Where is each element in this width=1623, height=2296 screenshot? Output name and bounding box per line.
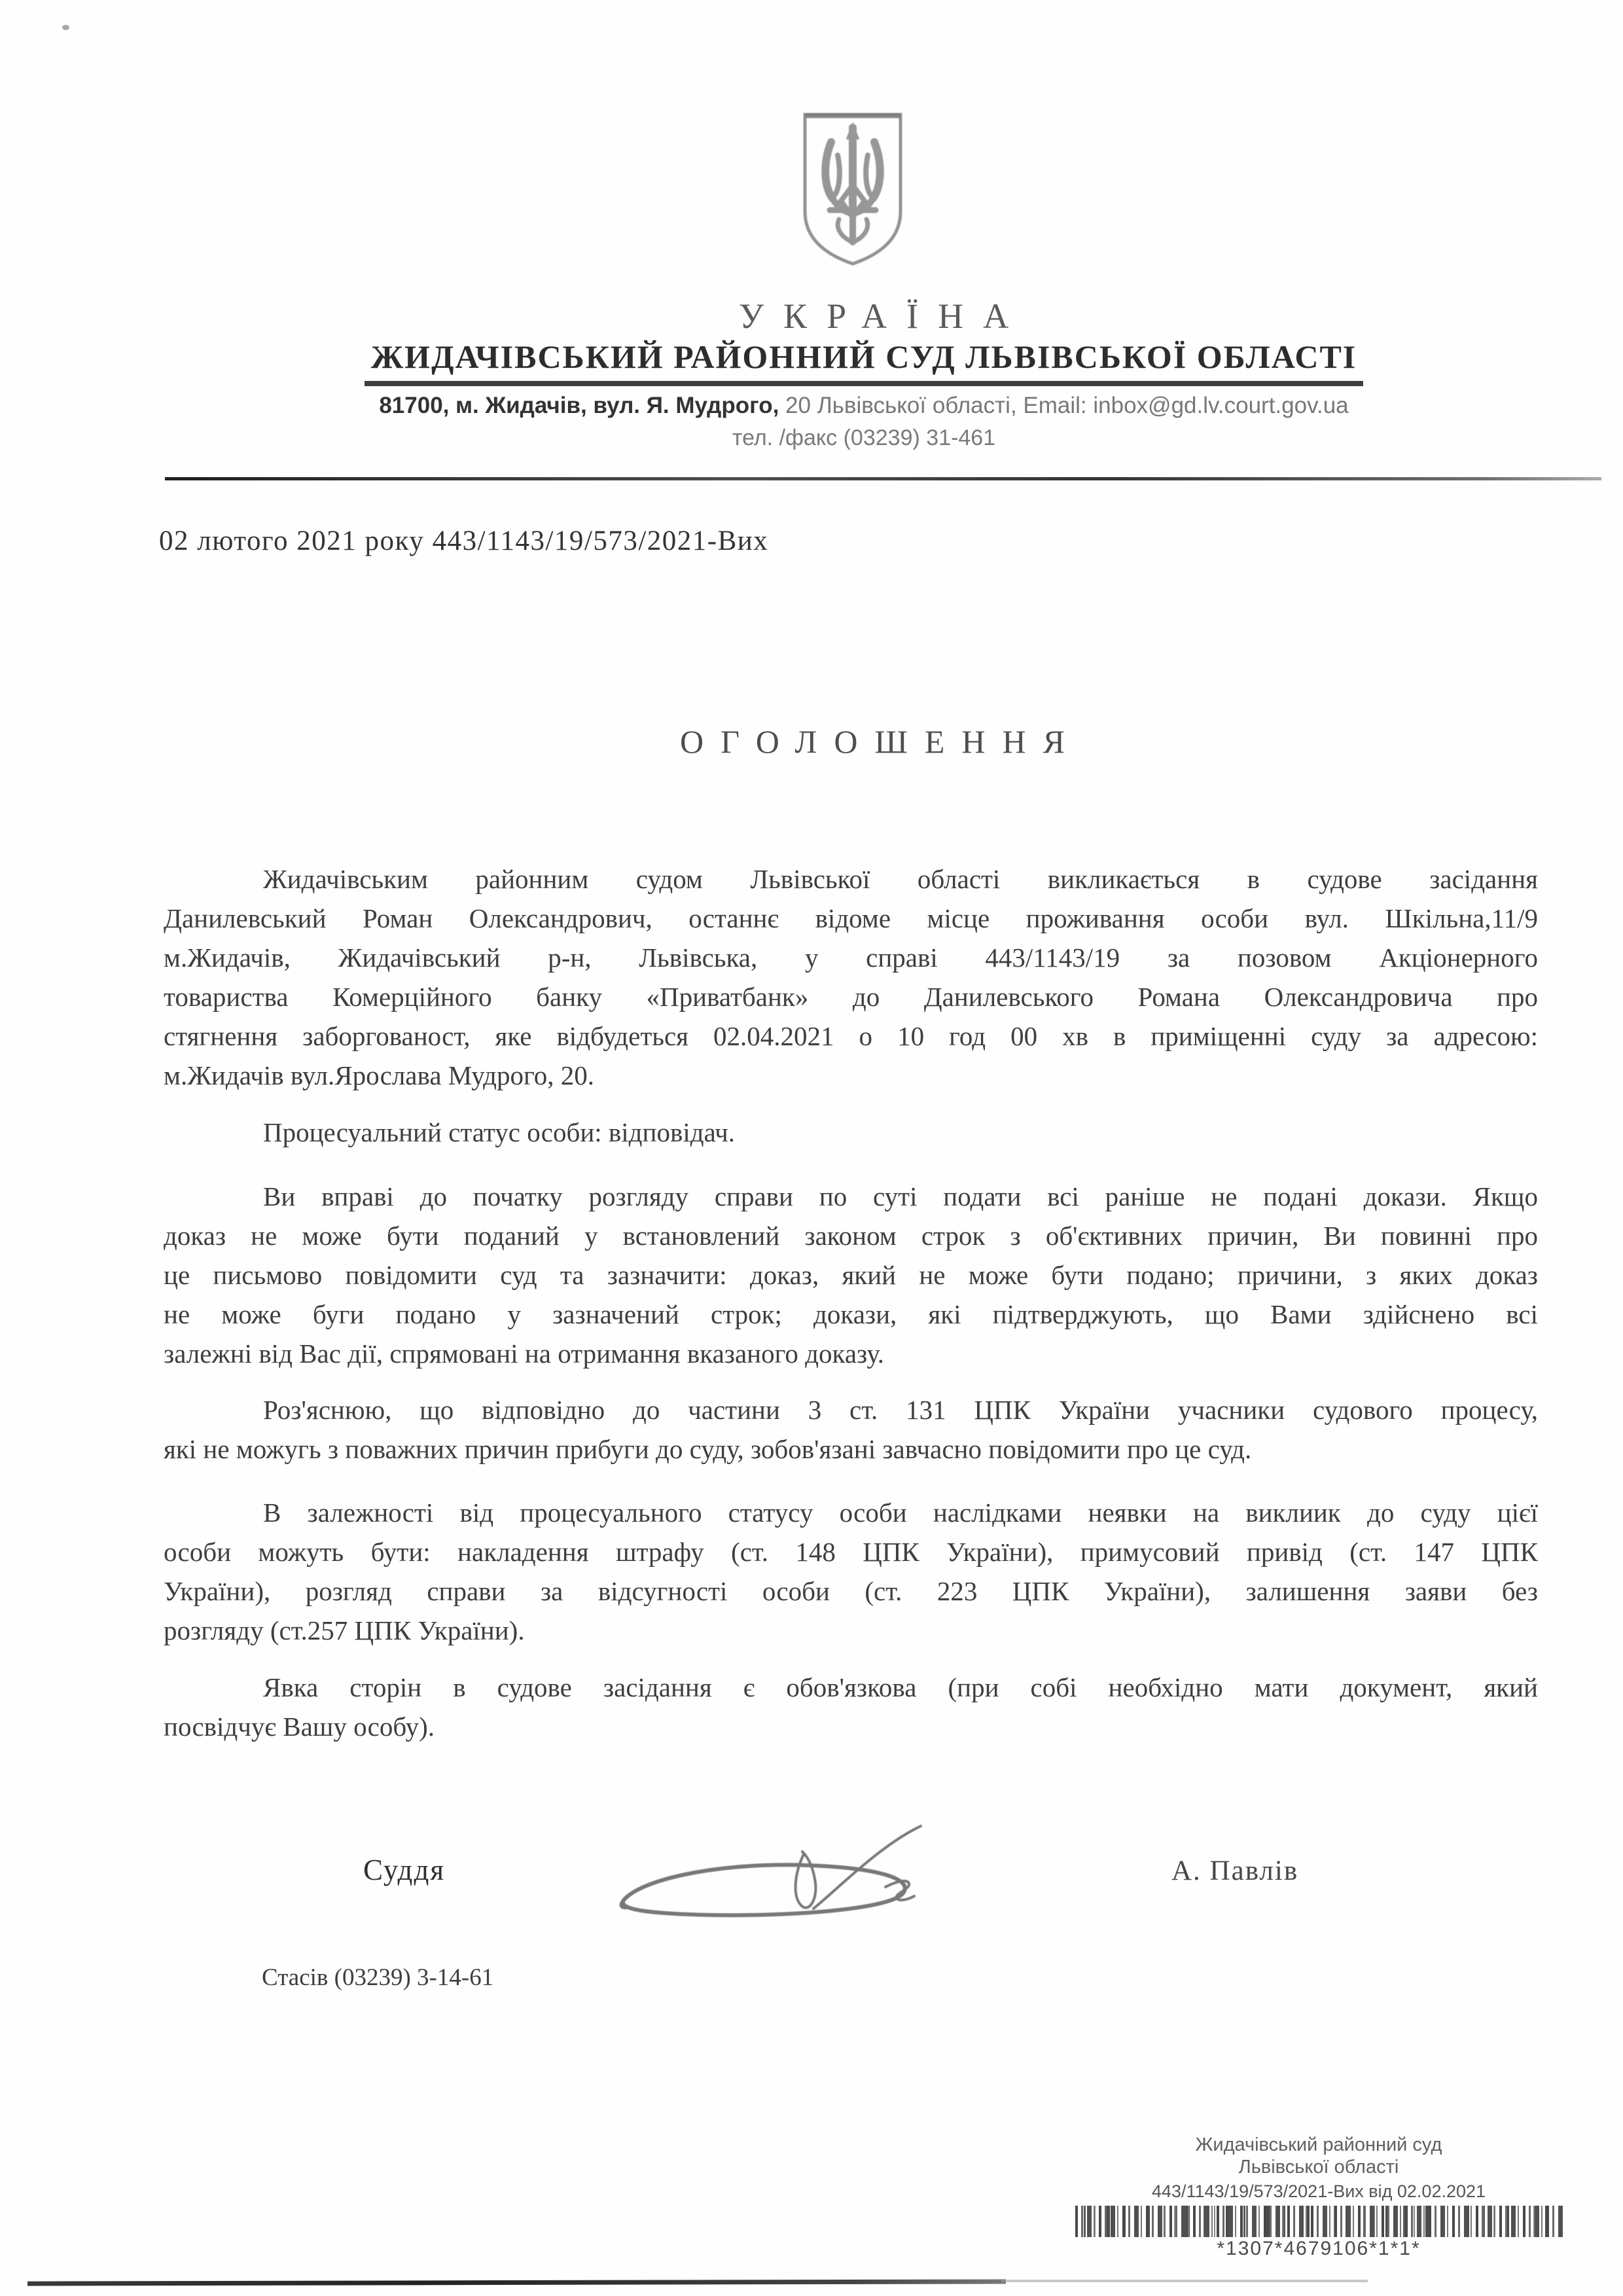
body-line: це письмово повідомити суд та зазначити: доказ, який не може бути подано; причини, з яких доказ (164, 1260, 1538, 1290)
judge-signature (605, 1823, 929, 1924)
body-line: Процесуальний статус особи: відповідач. (263, 1117, 736, 1147)
document-title: ОГОЛОШЕННЯ (680, 723, 1082, 760)
body-line: особи можуть бути: накладення штрафу (ст. 148 ЦПК України), примусовий привід (ст. 147 ЦПК (164, 1537, 1538, 1567)
paragraph (164, 1177, 1538, 1373)
stamp-court-name: Жидачівський районний суд (1195, 2134, 1442, 2155)
judge-name: А. Павлів (1171, 1856, 1299, 1886)
court-address: 81700, м. Жидачів, вул. Я. Мудрого, (379, 393, 779, 418)
barcode (1075, 2206, 1563, 2237)
barcode-text: *1307*4679106*1*1* (1217, 2238, 1421, 2259)
paragraph (164, 1390, 1538, 1469)
body-line: стягнення заборгованост, яке відбудеться 02.04.2021 о 10 год 00 хв в приміщенні суду за адресою: (164, 1021, 1538, 1051)
body-line: Явка сторін в судове засідання є обов'язкова (при собі необхідно мати документ, який (263, 1672, 1538, 1702)
country-title: УКРАЇНА (738, 296, 1029, 336)
body-line: В залежності від процесуального статусу особи наслідками неявки на виклиик до суду цієї (263, 1498, 1538, 1528)
scan-edge-line (27, 2279, 1006, 2286)
scan-edge-line-faint (1001, 2280, 1368, 2282)
body-line: не може буги подано у зазначений строк; докази, які підтверджують, що Вами здійснено всі (164, 1299, 1538, 1329)
body-line: м.Жидачів вул.Ярослава Мудрого, 20. (164, 1060, 595, 1090)
court-name-wrap (105, 338, 1623, 386)
paragraph (164, 1113, 1538, 1152)
court-phone: тел. /факс (03239) 31-461 (732, 425, 996, 450)
registration-stamp (1073, 2134, 1564, 2260)
paragraph (164, 1668, 1538, 1746)
paragraph (164, 859, 1538, 1095)
header-divider (165, 477, 1601, 480)
body-line: Жидачівським районним судом Львівської області викликається в судове засідання (263, 864, 1538, 894)
body-line: м.Жидачів, Жидачівський р-н, Львівська, у справі 443/1143/19 за позовом Акціонерного (164, 942, 1538, 973)
judge-role-label: Суддя (363, 1854, 446, 1886)
stamp-reference: 443/1143/19/573/2021-Вих від 02.02.2021 (1151, 2181, 1486, 2201)
body-line: посвідчує Вашу особу). (164, 1712, 435, 1742)
stamp-court-region: Львівської області (1238, 2157, 1399, 2178)
body-line: Роз'яснюю, що відповідно до частини 3 ст. 131 ЦПК України учасники судового процесу, (263, 1395, 1538, 1425)
ukraine-trident-emblem (797, 108, 908, 268)
body-line: Данилевський Роман Олександрович, останнє відоме місце проживання особи вул. Шкільна,11/9 (164, 903, 1538, 933)
body-line: товариства Комерційного банку «Приватбанк» до Данилевського Романа Олександровича про (164, 982, 1538, 1012)
body-line: які не можугь з поважних причин прибуги до суду, зобов'язані завчасно повідомити про це суд. (164, 1434, 1252, 1464)
body-line: Ви вправі до початку розгляду справи по суті подати всі раніше не подані докази. Якщо (263, 1181, 1538, 1211)
court-name: ЖИДАЧІВСЬКИЙ РАЙОННИЙ СУД ЛЬВІВСЬКОЇ ОБЛАСТІ (365, 338, 1364, 386)
outgoing-reference-line: 02 лютого 2021 року 443/1143/19/573/2021-Вих (159, 526, 769, 556)
paragraph (164, 1493, 1538, 1650)
scan-speck (62, 25, 69, 30)
court-email: 20 Львівської області, Email: inbox@gd.lv.court.gov.ua (779, 393, 1349, 418)
body-line: залежні від Вас дії, спрямовані на отримання вказаного доказу. (164, 1338, 884, 1369)
body-line: України), розгляд справи за відсугності особи (ст. 223 ЦПК України), залишення заяви без (164, 1576, 1538, 1606)
clerk-contact-line: Стасів (03239) 3-14-61 (262, 1964, 494, 1991)
body-line: розгляду (ст.257 ЦПК України). (164, 1615, 525, 1645)
court-address-line (105, 393, 1623, 419)
body-line: доказ не може бути поданий у встановлений законом строк з об'єктивних причин, Ви повинні про (164, 1221, 1538, 1251)
